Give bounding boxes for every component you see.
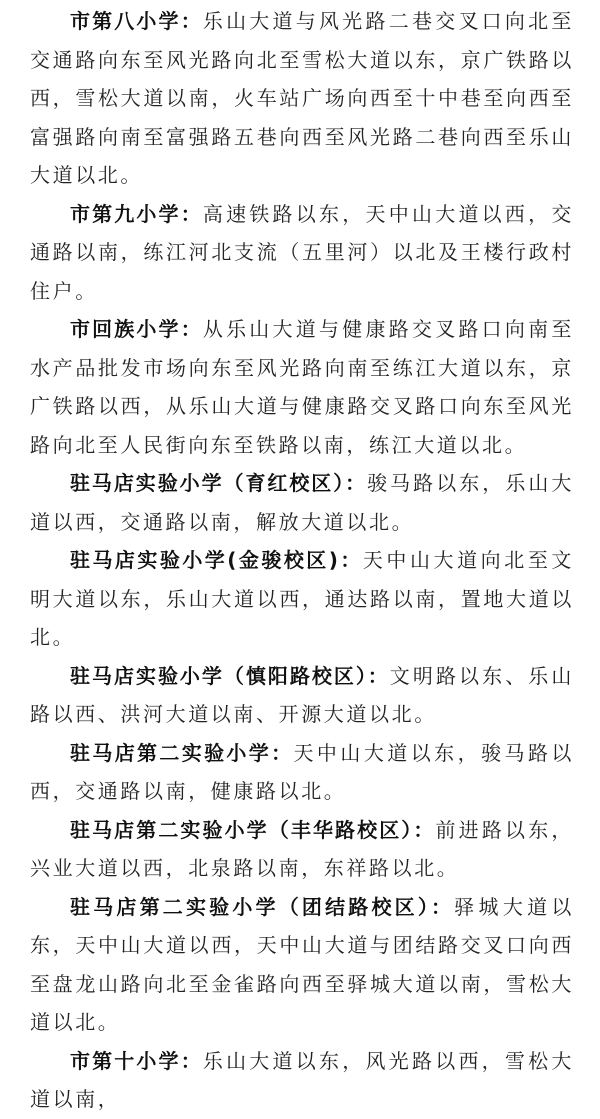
school-name: 市第八小学： bbox=[70, 9, 203, 33]
district-description: 天中山大道以东，骏马路以西，交通路以南，健康路以北。 bbox=[30, 740, 575, 803]
paragraph-school-8 bbox=[30, 2, 574, 195]
paragraph-school-10 bbox=[30, 1042, 574, 1119]
school-name: 市第十小学： bbox=[70, 1048, 203, 1073]
district-description: 乐山大道以东，风光路以西，雪松大道以南， bbox=[30, 1048, 574, 1111]
school-name: 驻马店第二实验小学（团结路校区）： bbox=[70, 894, 455, 919]
school-name: 市回族小学： bbox=[70, 317, 203, 341]
paragraph-second-experimental-tuanjie bbox=[30, 888, 574, 1042]
district-description: 前进路以东，兴业大道以西，北泉路以南，东祥路以北。 bbox=[30, 817, 574, 880]
paragraph-second-experimental bbox=[30, 734, 574, 811]
district-description: 乐山大道与风光路二巷交叉口向北至交通路向东至风光路向北至雪松大道以东，京广铁路以西，雪松大道以南，火车站广场向西至十中巷至向西至富强路向南至富强路五巷向西至风光路二巷向西至乐山大道以北。 bbox=[30, 9, 574, 187]
school-name: 市第九小学： bbox=[70, 201, 203, 226]
district-description: 从乐山大道与健康路交叉路口向南至水产品批发市场向东至风光路向南至练江大道以东，京广铁路以西，从乐山大道与健康路交叉路口向东至风光路向北至人民街向东至铁路以南，练江大道以北。 bbox=[30, 317, 574, 457]
paragraph-school-9 bbox=[30, 195, 574, 311]
district-description: 天中山大道向北至文明大道以东，乐山大道以西，通达路以南，置地大道以北。 bbox=[30, 548, 574, 649]
district-description: 高速铁路以东，天中山大道以西，交通路以南，练江河北支流（五里河）以北及王楼行政村住户。 bbox=[30, 201, 574, 303]
school-name: 驻马店第二实验小学： bbox=[70, 740, 294, 765]
paragraph-experimental-shenyang bbox=[30, 657, 574, 734]
paragraph-experimental-yuhong bbox=[30, 464, 574, 541]
paragraph-experimental-jinjun bbox=[30, 541, 574, 657]
school-name: 驻马店第二实验小学（丰华路校区）： bbox=[70, 817, 436, 842]
district-description: 驿城大道以东，天中山大道以西，天中山大道与团结路交叉口向西至盘龙山路向北至金雀路向西至驿城大道以南，雪松大道以北。 bbox=[30, 894, 575, 1034]
district-description: 骏马路以东，乐山大道以西，交通路以南，解放大道以北。 bbox=[30, 471, 574, 534]
school-name: 驻马店实验小学（育红校区）： bbox=[70, 471, 368, 495]
school-name: 驻马店实验小学（慎阳路校区）： bbox=[70, 663, 390, 688]
paragraph-hui-school bbox=[30, 310, 574, 464]
district-description: 文明路以东、乐山路以西、洪河大道以南、开源大道以北。 bbox=[30, 663, 574, 726]
school-name: 驻马店实验小学(金骏校区)： bbox=[70, 548, 363, 572]
